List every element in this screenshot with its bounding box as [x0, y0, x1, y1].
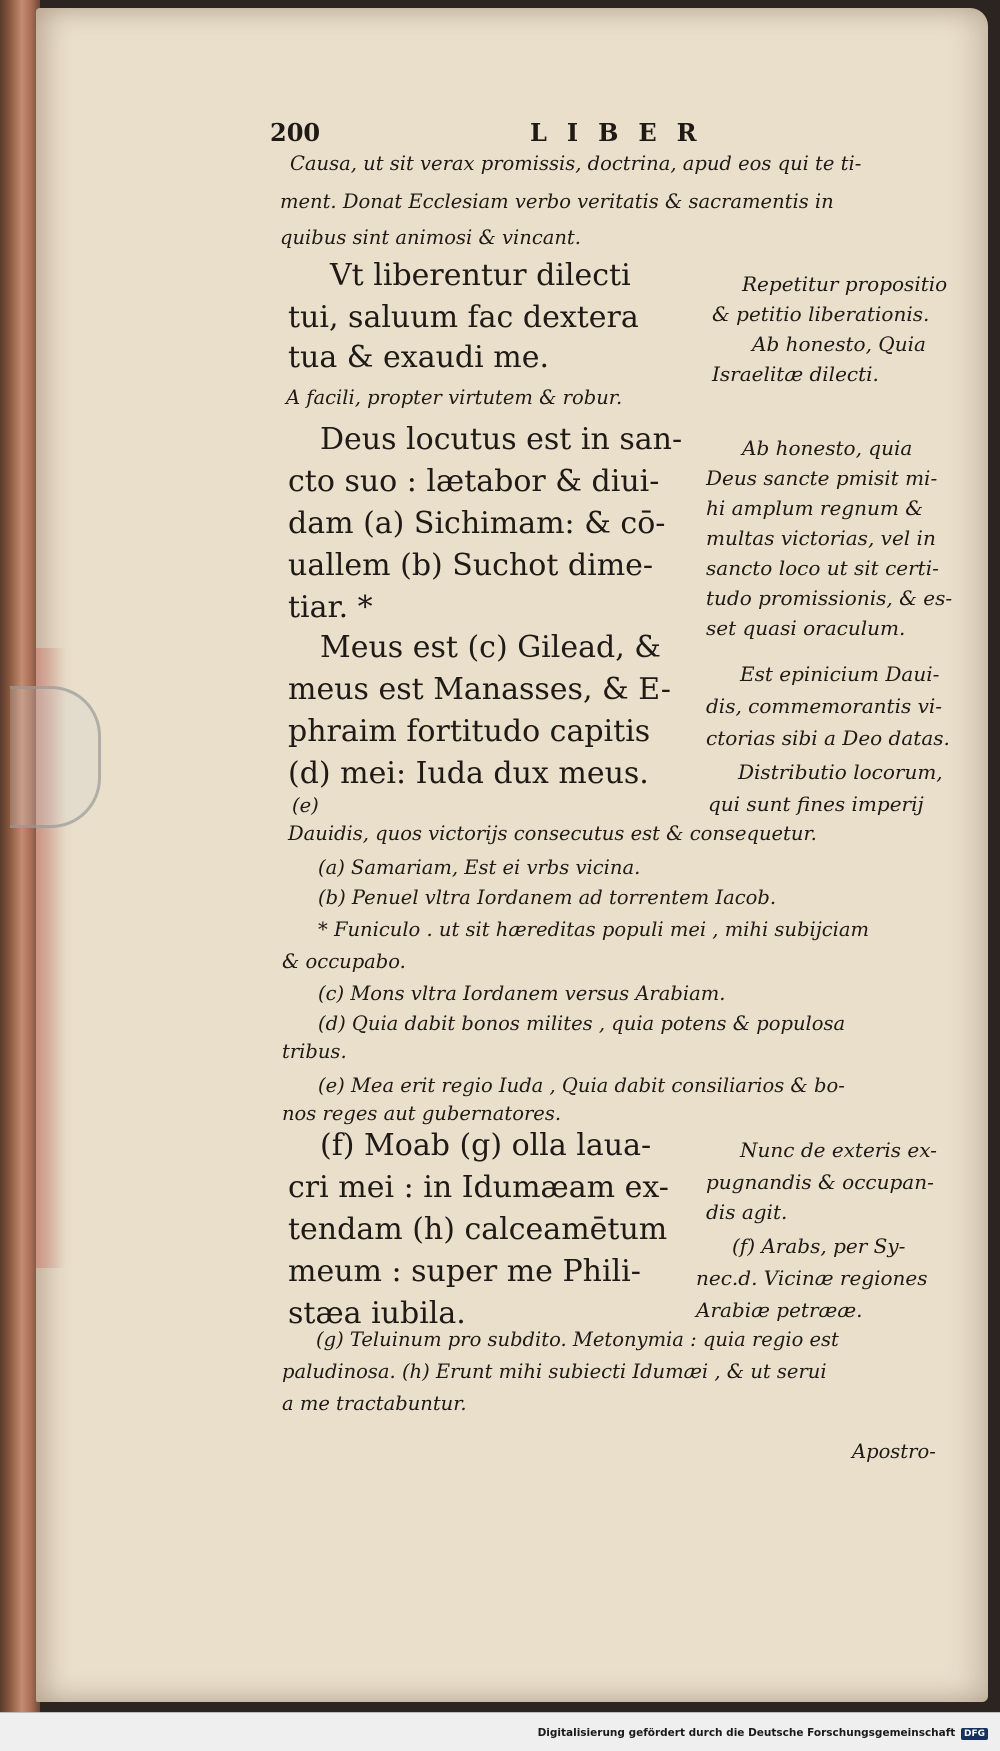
margin-note-line: hi amplum regnum &: [706, 496, 924, 520]
margin-note-line: multas victorias, vel in: [706, 526, 936, 550]
a-facili-line: A facili, propter virtutem & robur.: [286, 386, 623, 409]
verse-line: cto suo : lætabor & diui-: [288, 464, 660, 499]
footer-bar: [0, 1712, 1000, 1751]
verse-line: (f) Moab (g) olla laua-: [320, 1128, 652, 1163]
book-edge: [0, 0, 40, 1712]
verse-line: (d) mei: Iuda dux meus.: [288, 756, 649, 791]
margin-note-line: dis agit.: [706, 1200, 788, 1224]
margin-note-line: (f) Arabs, per Sy-: [732, 1234, 906, 1258]
margin-note-line: & petitio liberationis.: [712, 302, 930, 326]
margin-note-line: Est epinicium Daui-: [740, 662, 940, 686]
dauidis-line: Dauidis, quos victorijs consecutus est & consequetur.: [288, 822, 817, 845]
margin-note-line: Distributio locorum,: [738, 760, 943, 784]
catchword: Apostro-: [852, 1440, 936, 1463]
margin-note-line: Ab honesto, quia: [742, 436, 913, 460]
footnote-line: * Funiculo . ut sit hæreditas populi mei , mihi subijciam: [318, 918, 870, 941]
footnote-line: (b) Penuel vltra Iordanem ad torrentem Iacob.: [318, 886, 777, 909]
verse-line: (e): [292, 794, 319, 817]
footnote-line: (e) Mea erit regio Iuda , Quia dabit consiliarios & bo-: [318, 1074, 845, 1097]
verse-line: phraim fortitudo capitis: [288, 714, 651, 749]
margin-note-line: pugnandis & occupan-: [706, 1170, 934, 1194]
page-clip: [10, 686, 101, 828]
footnote-line: & occupabo.: [282, 950, 406, 973]
verse-line: tendam (h) calceamētum: [288, 1212, 668, 1247]
running-head: LIBER: [530, 118, 717, 147]
footer-credit-text: Digitalisierung gefördert durch die Deutsche Forschungsgemeinschaft: [537, 1727, 956, 1739]
margin-note-line: sancto loco ut sit certi-: [706, 556, 939, 580]
verse-line: cri mei : in Idumæam ex-: [288, 1170, 669, 1205]
margin-note-line: Repetitur propositio: [742, 272, 948, 296]
verse-line: tua & exaudi me.: [288, 340, 549, 375]
verse-line: tui, saluum fac dextera: [288, 300, 639, 335]
verse-line: uallem (b) Suchot dime-: [288, 548, 654, 583]
verse-line: Deus locutus est in san-: [320, 422, 683, 457]
top-note-line: Causa, ut sit verax promissis, doctrina, apud eos qui te ti-: [290, 152, 862, 175]
footnote-line: (a) Samariam, Est ei vrbs vicina.: [318, 856, 641, 879]
margin-note-line: Deus sancte pmisit mi-: [706, 466, 938, 490]
margin-note-line: ctorias sibi a Deo datas.: [706, 726, 950, 750]
footnote-line: nos reges aut gubernatores.: [282, 1102, 562, 1125]
margin-note-line: Israelitæ dilecti.: [712, 362, 879, 386]
verse-line: meus est Manasses, & E-: [288, 672, 671, 707]
margin-note-line: Nunc de exteris ex-: [740, 1138, 937, 1162]
footnote-line: (g) Teluinum pro subdito. Metonymia : quia regio est: [316, 1328, 839, 1351]
footnote-line: (d) Quia dabit bonos milites , quia potens & populosa: [318, 1012, 846, 1035]
page-number: 200: [270, 118, 321, 147]
verse-line: meum : super me Phili-: [288, 1254, 641, 1289]
margin-note-line: dis, commemorantis vi-: [706, 694, 943, 718]
top-note-line: quibus sint animosi & vincant.: [280, 226, 581, 249]
footnote-line: paludinosa. (h) Erunt mihi subiecti Idumæi , & ut serui: [282, 1360, 827, 1383]
footnote-line: tribus.: [282, 1040, 347, 1063]
margin-note-line: tudo promissionis, & es-: [706, 586, 953, 610]
footnote-line: a me tractabuntur.: [282, 1392, 467, 1415]
margin-note-line: qui sunt fines imperij: [708, 792, 924, 816]
verse-line: stæa iubila.: [288, 1296, 466, 1331]
verse-line: Vt liberentur dilecti: [330, 258, 631, 293]
top-note-line: ment. Donat Ecclesiam verbo veritatis & sacramentis in: [280, 190, 834, 213]
verse-line: dam (a) Sichimam: & cō-: [288, 506, 666, 541]
margin-note-line: Ab honesto, Quia: [752, 332, 926, 356]
verse-line: tiar. *: [288, 590, 373, 625]
margin-note-line: Arabiæ petrææ.: [696, 1298, 863, 1322]
margin-note-line: nec.d. Vicinæ regiones: [696, 1266, 928, 1290]
footer-credit: [538, 1727, 988, 1740]
margin-note-line: set quasi oraculum.: [706, 616, 906, 640]
dfg-logo: DFG: [961, 1728, 988, 1740]
footnote-line: (c) Mons vltra Iordanem versus Arabiam.: [318, 982, 726, 1005]
verse-line: Meus est (c) Gilead, &: [320, 630, 661, 665]
